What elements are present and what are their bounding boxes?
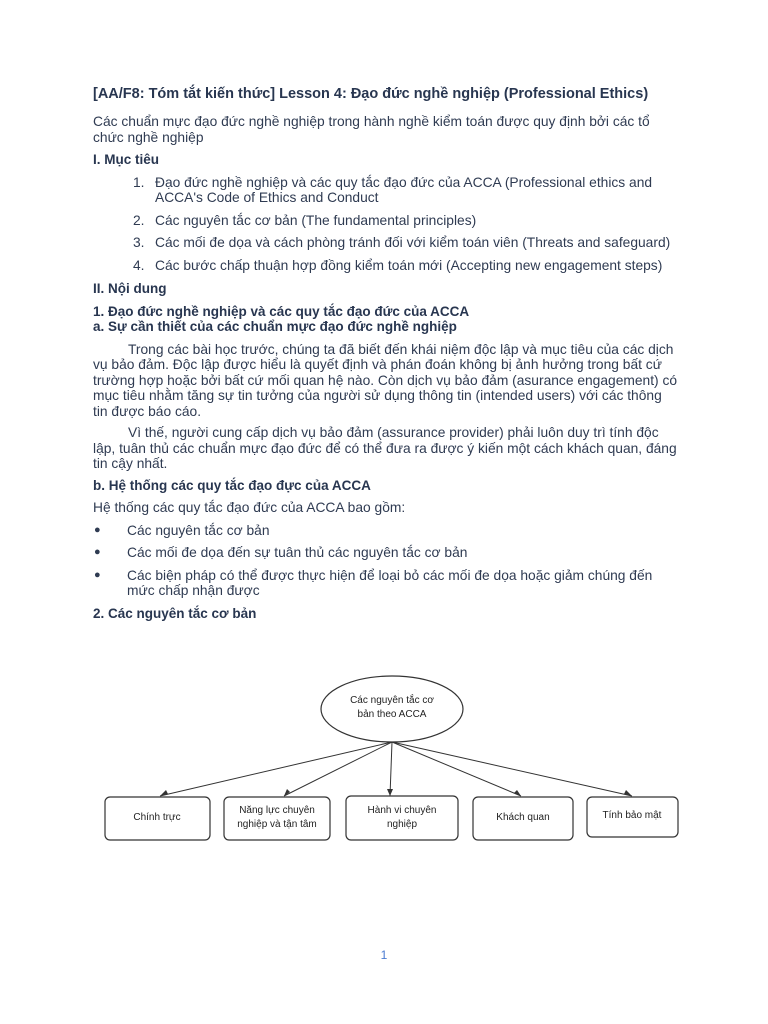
list-number: 2. <box>133 212 145 228</box>
principle-box-professional-behaviour <box>346 796 458 840</box>
principle-label: Tính bảo mật <box>602 810 662 821</box>
document-title: [AA/F8: Tóm tắt kiến thức] Lesson 4: Đạo đức nghề nghiệp (Professional Ethics) <box>93 86 649 102</box>
list-item-text: Các bước chấp thuận hợp đồng kiểm toán mới (Accepting new engagement steps) <box>155 257 663 273</box>
connector-line-1 <box>160 742 392 796</box>
list-item <box>93 258 678 274</box>
bullet-icon: ● <box>94 568 101 581</box>
body-paragraph: Trong các bài học trước, chúng ta đã biết đến khái niệm độc lập và mục tiêu của các dịch vụ bảo đảm. Độc lập được hiểu là quyết định và phán đoán không bị ảnh hưởng trong bất cứ trường hợp hoặc bởi bất cứ mối quan hệ nào. Còn dịch vụ bảo đảm (asurance engagement) có mục tiêu nhằm tăng sự tin tưởng của người sử dụng thông tin (intended users) với các thông tin được báo cáo. <box>93 341 678 419</box>
list-number: 1. <box>133 174 145 190</box>
connector-line-4 <box>392 742 521 796</box>
section-heading-content: II. Nội dung <box>93 281 167 296</box>
list-number: 3. <box>133 235 145 250</box>
subsection-heading: 1. Đạo đức nghề nghiệp và các quy tắc đạo đức của ACCA <box>93 303 470 319</box>
principle-label: Khách quan <box>496 812 550 823</box>
principle-label: Hành vi chuyên <box>367 805 437 816</box>
section-heading-objectives: I. Mục tiêu <box>93 152 160 167</box>
list-item-text: Các biện pháp có thể được thực hiện để loại bỏ các mối đe dọa hoặc giảm chúng đến mức chấp nhận được <box>127 567 653 598</box>
root-node-label-line1: Các nguyên tắc cơ <box>350 695 434 706</box>
list-number: 4. <box>133 257 145 273</box>
arrowhead-3 <box>387 789 393 796</box>
list-item <box>93 568 678 599</box>
list-item <box>93 235 678 251</box>
list-item <box>93 175 678 206</box>
subsection-heading: a. Sự cần thiết của các chuẩn mực đạo đức nghề nghiệp <box>93 319 457 334</box>
connector-line-3 <box>390 742 392 796</box>
page-number: 1 <box>380 948 388 962</box>
list-item <box>93 523 678 539</box>
principles-diagram <box>100 672 685 847</box>
principle-label: Năng lực chuyên <box>239 805 315 816</box>
bullet-icon: ● <box>94 546 101 558</box>
root-node-label-line2: bản theo ACCA <box>357 709 427 720</box>
bullet-list <box>93 523 678 599</box>
principle-label: Chính trực <box>133 812 181 823</box>
list-item-text: Các mối đe dọa đến sự tuân thủ các nguyên tắc cơ bản <box>127 545 468 560</box>
intro-paragraph: Các chuẩn mực đạo đức nghề nghiệp trong hành nghề kiểm toán được quy định bởi các tổ chức nghề nghiệp <box>93 114 650 145</box>
list-intro: Hệ thống các quy tắc đạo đức của ACCA bao gồm: <box>93 500 406 515</box>
connector-line-2 <box>284 742 392 796</box>
list-item <box>93 545 678 561</box>
principle-label: nghiệp <box>386 819 418 830</box>
list-item <box>93 213 678 229</box>
list-item-text: Đạo đức nghề nghiệp và các quy tắc đạo đức của ACCA (Professional ethics and ACCA's Code of Ethics and Conduct <box>155 174 653 205</box>
connector-lines <box>160 742 632 796</box>
arrowheads <box>160 789 632 796</box>
list-item-text: Các nguyên tắc cơ bản (The fundamental principles) <box>155 212 477 228</box>
principle-label: nghiệp và tận tâm <box>237 819 317 830</box>
arrowhead-4 <box>514 790 521 796</box>
subsection-heading: 2. Các nguyên tắc cơ bản <box>93 605 257 621</box>
list-item-text: Các mối đe dọa và cách phòng tránh đối với kiểm toán viên (Threats and safeguard) <box>155 235 671 250</box>
subsection-heading: b. Hệ thống các quy tắc đạo đực của ACCA <box>93 477 371 493</box>
objectives-list <box>93 175 678 274</box>
connector-line-5 <box>392 742 632 796</box>
body-paragraph: Vì thế, người cung cấp dịch vụ bảo đảm (assurance provider) phải luôn duy trì tính độc lập, tuân thủ các chuẩn mực đạo đức để có thể đưa ra được ý kiến một cách khách quan, đáng tin cậy nhất. <box>93 425 677 471</box>
document-page <box>93 86 678 621</box>
bullet-icon: ● <box>94 523 101 536</box>
list-item-text: Các nguyên tắc cơ bản <box>127 522 270 538</box>
